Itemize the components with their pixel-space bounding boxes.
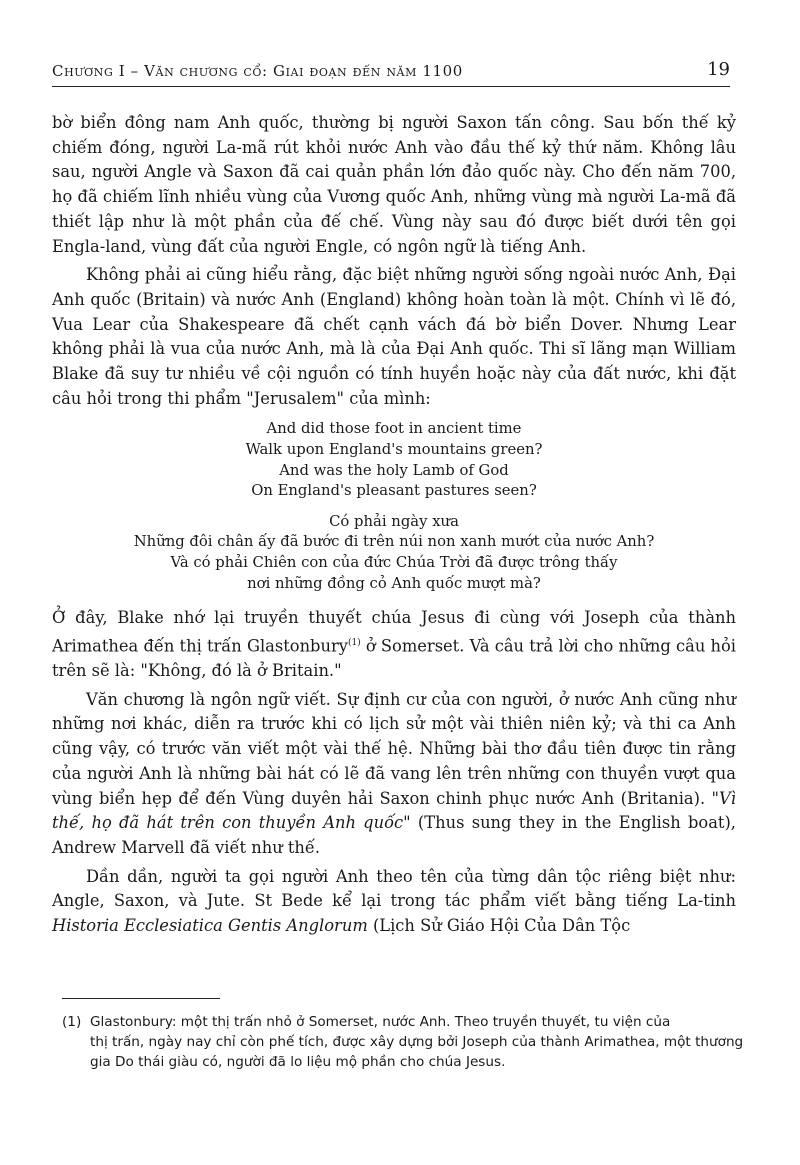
poem-english [52, 419, 736, 501]
poem-line: And was the holy Lamb of God [279, 461, 509, 479]
footnote-first-line: Glastonbury: một thị trấn nhỏ ở Somerset, nước Anh. Theo truyền thuyết, tu viện của [90, 1014, 671, 1030]
main-text [52, 111, 736, 939]
footnote [62, 1012, 752, 1072]
italic-quote: "Vì thế, họ đã hát trên con thuyền Anh quốc" [52, 788, 736, 833]
paragraph-2: Không phải ai cũng hiểu rằng, đặc biệt những người sống ngoài nước Anh, Đại Anh quốc (Britain) và nước Anh (England) không hoàn toàn là một. Chính vì lẽ đó, Vua Lear của Shakespeare đã chết cạnh vách đá bờ biển Dover. Nhưng Lear không phải là vua của nước Anh, mà là của Đại Anh quốc. Thi sĩ lãng mạn William Blake đã suy tư nhiều về cội nguồn có tính huyền hoặc này của đất nước, khi đặt câu hỏi trong thi phẩm "Jerusalem" của mình: [52, 265, 736, 408]
footnote-continuation: thị trấn, ngày nay chỉ còn phế tích, được xây dựng bởi Joseph của thành Arimathea, một thương gia Do thái giàu có, người đã lo liệu mộ phần cho chúa Jesus. [90, 1034, 744, 1070]
footnote-marker: (1) [62, 1014, 82, 1030]
chapter-title: Chương I – Văn chương cổ: Giai đoạn đến năm 1100 [52, 62, 463, 80]
header-rule [52, 86, 730, 87]
paragraph-3: Ở đây, Blake nhớ lại truyền thuyết chúa Jesus đi cùng với Joseph của thành Arimathea đến thị trấn Glastonbury$^{(1)}$ ở Somerset. Và câu trả lời cho những câu hỏi trên sẽ là: "Không, đó là ở Britain." [52, 608, 736, 681]
page-number: 19 [707, 59, 730, 80]
italic-title: Historia Ecclesiatica Gentis Anglorum [52, 916, 368, 936]
poem-vietnamese [52, 512, 736, 594]
running-header [52, 59, 730, 88]
poem-line: nơi những đồng cỏ Anh quốc mượt mà? [247, 574, 541, 592]
poem-line: Và có phải Chiên con của đức Chúa Trời đã được trông thấy [170, 554, 618, 571]
poem-line: And did those foot in ancient time [266, 420, 522, 438]
footnote-reference: (1) [347, 637, 361, 648]
footnote-rule [62, 998, 220, 999]
poem-line: On England's pleasant pastures seen? [251, 482, 537, 500]
poem-line: Có phải ngày xưa [329, 512, 459, 530]
poem-line: Những đôi chân ấy đã bước đi trên núi non xanh mướt của nước Anh? [133, 533, 655, 551]
paragraph-1: bờ biển đông nam Anh quốc, thường bị người Saxon tấn công. Sau bốn thế kỷ chiếm đóng, người La-mã rút khỏi nước Anh vào đầu thế kỷ thứ năm. Không lâu sau, người Angle và Saxon đã cai quản phần lớn đảo quốc này. Cho đến năm 700, họ đã chiếm lĩnh nhiều vùng của Vương quốc Anh, những vùng mà người La-mã đã thiết lập như là một phần của đế chế. Vùng này sau đó được biết dưới tên gọi Engla-land, vùng đất của người Engle, có ngôn ngữ là tiếng Anh. [52, 113, 736, 256]
paragraph-4: Văn chương là ngôn ngữ viết. Sự định cư của con người, ở nước Anh cũng như những nơi khác, diễn ra trước khi có lịch sử một vài thiên niên kỷ; và thi ca Anh cũng vậy, có trước văn viết một vài thế hệ. Những bài thơ đầu tiên được tin rằng của người Anh là những bài hát có lẽ đã vang lên trên những con thuyền vượt qua vùng biển hẹp để đến Vùng duyên hải Saxon chinh phục nước Anh (Britania). "Vì thế, họ đã hát trên con thuyền Anh quốc" (Thus sung they in the English boat), Andrew Marvell đã viết như thế. [52, 689, 736, 857]
poem-line: Walk upon England's mountains green? [245, 441, 543, 459]
paragraph-5: Dần dần, người ta gọi người Anh theo tên của từng dân tộc riêng biệt như: Angle, Saxon, và Jute. St Bede kể lại trong tác phẩm viết bằng tiếng La-tinh Historia Ecclesiatica Gentis Anglorum (Lịch Sử Giáo Hội Của Dân Tộc [52, 866, 736, 936]
